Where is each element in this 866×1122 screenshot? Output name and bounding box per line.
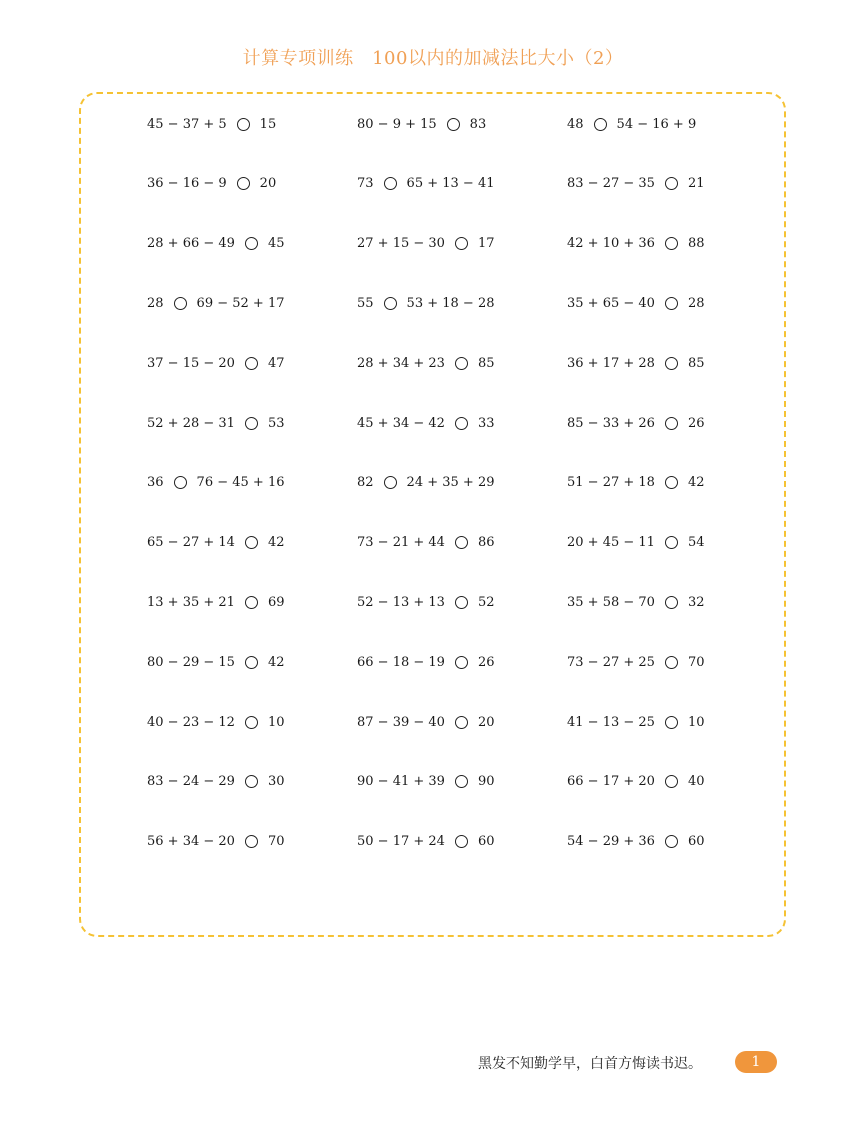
right-expression: 88 (687, 236, 705, 252)
comparison-problem (147, 771, 285, 793)
answer-circle[interactable] (665, 177, 678, 190)
left-expression: 85 − 33 + 26 (567, 415, 655, 431)
answer-circle[interactable] (455, 596, 468, 609)
comparison-problem (357, 532, 495, 554)
answer-circle[interactable] (665, 357, 678, 370)
left-expression: 82 (357, 475, 374, 491)
comparison-problem (567, 412, 705, 434)
comparison-problem (567, 292, 705, 314)
left-expression: 45 + 34 − 42 (357, 415, 445, 431)
left-expression: 37 − 15 − 20 (147, 355, 235, 371)
right-expression: 20 (259, 176, 277, 192)
right-expression: 85 (687, 355, 705, 371)
comparison-problem (567, 771, 705, 793)
answer-circle[interactable] (237, 177, 250, 190)
left-expression: 52 + 28 − 31 (147, 415, 235, 431)
right-expression: 54 (687, 535, 705, 551)
left-expression: 45 − 37 + 5 (147, 116, 227, 132)
left-expression: 83 − 24 − 29 (147, 774, 235, 790)
left-expression: 41 − 13 − 25 (567, 714, 655, 730)
answer-circle[interactable] (174, 476, 187, 489)
comparison-problem (567, 591, 705, 613)
right-expression: 52 (477, 594, 495, 610)
left-expression: 28 + 34 + 23 (357, 355, 445, 371)
answer-circle[interactable] (455, 835, 468, 848)
answer-circle[interactable] (665, 297, 678, 310)
left-expression: 35 + 65 − 40 (567, 295, 655, 311)
left-expression: 54 − 29 + 36 (567, 834, 655, 850)
right-expression: 42 (267, 535, 285, 551)
right-expression: 60 (477, 834, 495, 850)
left-expression: 66 − 18 − 19 (357, 654, 445, 670)
right-expression: 76 − 45 + 16 (196, 475, 285, 491)
comparison-problem (147, 173, 276, 195)
comparison-problem (567, 651, 705, 673)
answer-circle[interactable] (665, 835, 678, 848)
comparison-problem (147, 113, 276, 135)
left-expression: 27 + 15 − 30 (357, 236, 445, 252)
comparison-problem (567, 352, 705, 374)
comparison-problem (357, 113, 486, 135)
comparison-problem (147, 651, 285, 673)
right-expression: 20 (477, 714, 495, 730)
comparison-problem (567, 532, 705, 554)
answer-circle[interactable] (174, 297, 187, 310)
left-expression: 36 + 17 + 28 (567, 355, 655, 371)
left-expression: 13 + 35 + 21 (147, 594, 235, 610)
right-expression: 28 (687, 295, 705, 311)
left-expression: 87 − 39 − 40 (357, 714, 445, 730)
left-expression: 55 (357, 295, 374, 311)
answer-circle[interactable] (384, 476, 397, 489)
left-expression: 48 (567, 116, 584, 132)
answer-circle[interactable] (665, 476, 678, 489)
comparison-problem (357, 651, 495, 673)
comparison-problem (147, 233, 285, 255)
left-expression: 66 − 17 + 20 (567, 774, 655, 790)
left-expression: 42 + 10 + 36 (567, 236, 655, 252)
right-expression: 42 (687, 475, 705, 491)
comparison-problem (357, 771, 495, 793)
left-expression: 50 − 17 + 24 (357, 834, 445, 850)
left-expression: 80 − 9 + 15 (357, 116, 437, 132)
comparison-problem (147, 532, 285, 554)
answer-circle[interactable] (245, 417, 258, 430)
left-expression: 28 (147, 295, 164, 311)
left-expression: 35 + 58 − 70 (567, 594, 655, 610)
right-expression: 86 (477, 535, 495, 551)
right-expression: 53 + 18 − 28 (406, 295, 495, 311)
right-expression: 33 (477, 415, 495, 431)
right-expression: 32 (687, 594, 705, 610)
comparison-problem (567, 173, 705, 195)
right-expression: 65 + 13 − 41 (406, 176, 495, 192)
comparison-problem (567, 711, 705, 733)
right-expression: 85 (477, 355, 495, 371)
right-expression: 26 (477, 654, 495, 670)
footer-motto: 黑发不知勤学早，白首方悔读书迟。 (478, 1056, 702, 1072)
left-expression: 56 + 34 − 20 (147, 834, 235, 850)
left-expression: 52 − 13 + 13 (357, 594, 445, 610)
right-expression: 70 (267, 834, 285, 850)
answer-circle[interactable] (245, 716, 258, 729)
worksheet-frame (79, 92, 786, 937)
comparison-problem (357, 591, 495, 613)
right-expression: 53 (267, 415, 285, 431)
page-title: 计算专项训练 100以内的加减法比大小（2） (242, 48, 624, 69)
page-number-badge: 1 (735, 1051, 777, 1073)
left-expression: 36 (147, 475, 164, 491)
answer-circle[interactable] (384, 177, 397, 190)
right-expression: 83 (469, 116, 487, 132)
answer-circle[interactable] (245, 357, 258, 370)
answer-circle[interactable] (455, 417, 468, 430)
comparison-problem (357, 233, 495, 255)
right-expression: 21 (687, 176, 705, 192)
right-expression: 10 (687, 714, 705, 730)
left-expression: 73 (357, 176, 374, 192)
right-expression: 15 (259, 116, 277, 132)
right-expression: 45 (267, 236, 285, 252)
answer-circle[interactable] (455, 237, 468, 250)
comparison-problem (147, 831, 285, 853)
right-expression: 69 − 52 + 17 (196, 295, 285, 311)
answer-circle[interactable] (665, 536, 678, 549)
comparison-problem (147, 292, 285, 314)
comparison-problem (567, 472, 705, 494)
answer-circle[interactable] (665, 237, 678, 250)
comparison-problem (147, 591, 285, 613)
answer-circle[interactable] (245, 775, 258, 788)
left-expression: 51 − 27 + 18 (567, 475, 655, 491)
comparison-problem (567, 233, 705, 255)
comparison-problem (567, 113, 696, 135)
answer-circle[interactable] (665, 656, 678, 669)
right-expression: 17 (477, 236, 495, 252)
right-expression: 24 + 35 + 29 (406, 475, 495, 491)
answer-circle[interactable] (665, 775, 678, 788)
answer-circle[interactable] (447, 118, 460, 131)
answer-circle[interactable] (237, 118, 250, 131)
left-expression: 90 − 41 + 39 (357, 774, 445, 790)
answer-circle[interactable] (455, 656, 468, 669)
left-expression: 73 − 27 + 25 (567, 654, 655, 670)
right-expression: 70 (687, 654, 705, 670)
right-expression: 90 (477, 774, 495, 790)
left-expression: 73 − 21 + 44 (357, 535, 445, 551)
right-expression: 69 (267, 594, 285, 610)
answer-circle[interactable] (665, 716, 678, 729)
comparison-problem (147, 472, 285, 494)
comparison-problem (147, 352, 285, 374)
comparison-problem (357, 412, 495, 434)
comparison-problem (357, 173, 495, 195)
right-expression: 40 (687, 774, 705, 790)
answer-circle[interactable] (384, 297, 397, 310)
left-expression: 80 − 29 − 15 (147, 654, 235, 670)
left-expression: 28 + 66 − 49 (147, 236, 235, 252)
comparison-problem (357, 472, 495, 494)
answer-circle[interactable] (665, 417, 678, 430)
answer-circle[interactable] (665, 596, 678, 609)
answer-circle[interactable] (245, 237, 258, 250)
answer-circle[interactable] (455, 357, 468, 370)
right-expression: 60 (687, 834, 705, 850)
right-expression: 26 (687, 415, 705, 431)
answer-circle[interactable] (245, 656, 258, 669)
comparison-problem (357, 831, 495, 853)
left-expression: 40 − 23 − 12 (147, 714, 235, 730)
comparison-problem (567, 831, 705, 853)
right-expression: 54 − 16 + 9 (616, 116, 697, 132)
right-expression: 30 (267, 774, 285, 790)
comparison-problem (357, 352, 495, 374)
comparison-problem (147, 412, 285, 434)
answer-circle[interactable] (594, 118, 607, 131)
comparison-problem (147, 711, 285, 733)
answer-circle[interactable] (455, 716, 468, 729)
answer-circle[interactable] (455, 536, 468, 549)
answer-circle[interactable] (245, 536, 258, 549)
answer-circle[interactable] (455, 775, 468, 788)
answer-circle[interactable] (245, 596, 258, 609)
left-expression: 20 + 45 − 11 (567, 535, 655, 551)
left-expression: 83 − 27 − 35 (567, 176, 655, 192)
left-expression: 36 − 16 − 9 (147, 176, 227, 192)
answer-circle[interactable] (245, 835, 258, 848)
right-expression: 47 (267, 355, 285, 371)
comparison-problem (357, 292, 495, 314)
comparison-problem (357, 711, 495, 733)
right-expression: 10 (267, 714, 285, 730)
left-expression: 65 − 27 + 14 (147, 535, 235, 551)
right-expression: 42 (267, 654, 285, 670)
